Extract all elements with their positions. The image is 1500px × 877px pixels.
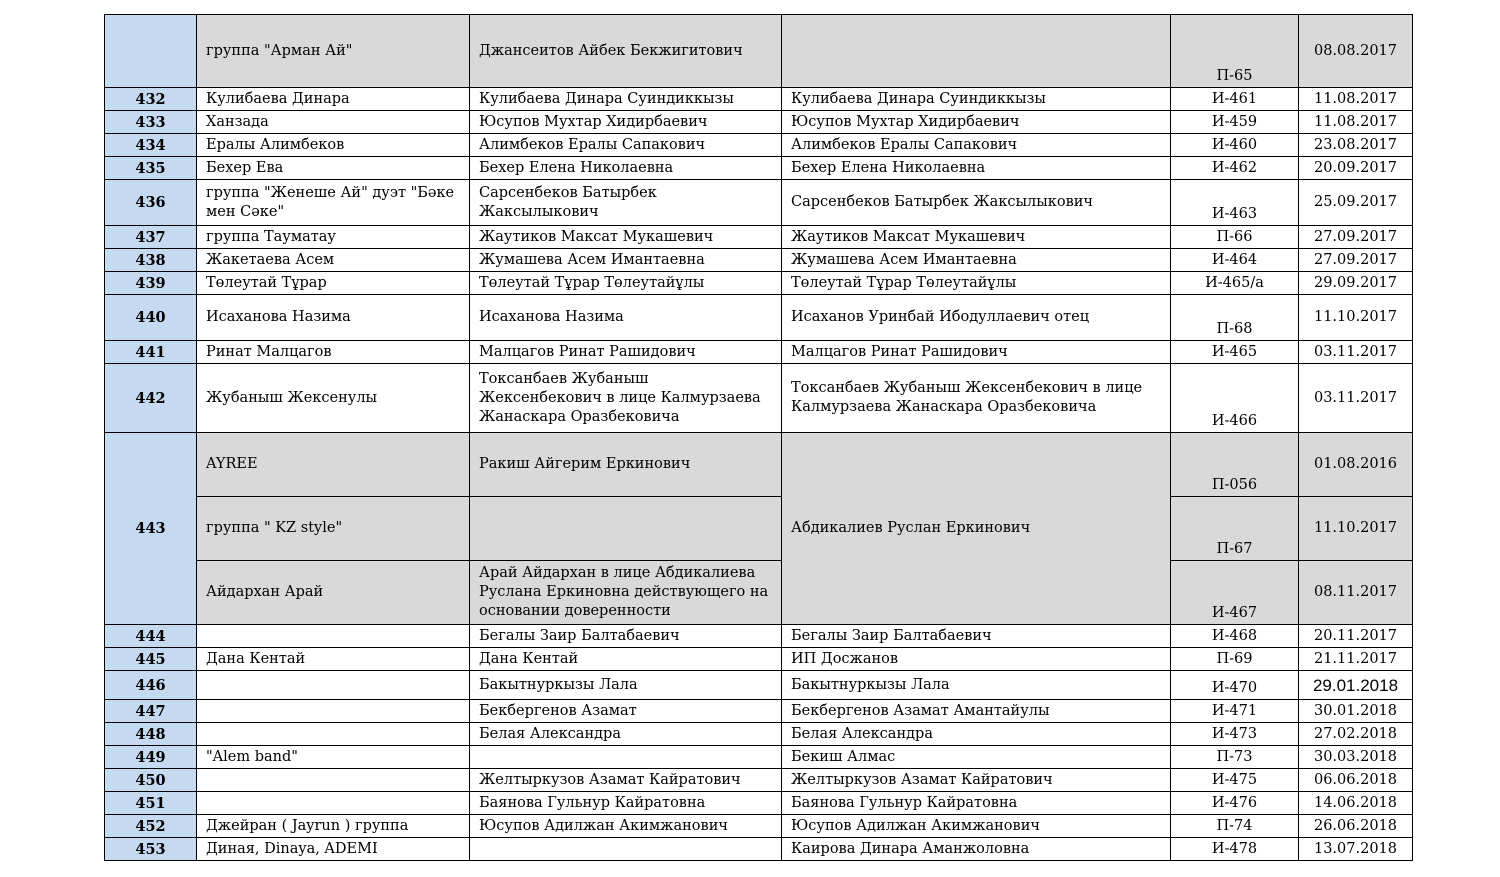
performer-name: группа "Арман Ай"	[197, 15, 470, 88]
registration-code: И-465	[1171, 341, 1299, 364]
rights-holder: Джансеитов Айбек Бекжигитович	[470, 15, 782, 88]
rights-holder: Бехер Елена Николаевна	[470, 157, 782, 180]
rights-holder: Бекбергенов Азамат	[470, 700, 782, 723]
performer-name: Бехер Ева	[197, 157, 470, 180]
performer-name: Ералы Алимбеков	[197, 134, 470, 157]
performer-name	[197, 625, 470, 648]
table-row	[105, 792, 1413, 815]
performer-name: Ринат Малцагов	[197, 341, 470, 364]
author-name: Жумашева Асем Имантаевна	[782, 249, 1171, 272]
row-number: 448	[105, 723, 197, 746]
row-number: 436	[105, 180, 197, 226]
table-row	[105, 625, 1413, 648]
row-number	[105, 15, 197, 88]
registration-date: 03.11.2017	[1299, 364, 1413, 433]
performer-name: AYREE	[197, 433, 470, 497]
performer-name	[197, 792, 470, 815]
rights-holder: Белая Александра	[470, 723, 782, 746]
registration-date: 06.06.2018	[1299, 769, 1413, 792]
registration-date: 14.06.2018	[1299, 792, 1413, 815]
registration-code: И-468	[1171, 625, 1299, 648]
performer-name	[197, 769, 470, 792]
performer-name	[197, 700, 470, 723]
performer-name: Дана Кентай	[197, 648, 470, 671]
registration-date: 11.08.2017	[1299, 111, 1413, 134]
author-name: Каирова Динара Аманжоловна	[782, 838, 1171, 861]
author-name: Малцагов Ринат Рашидович	[782, 341, 1171, 364]
author-name: Желтыркузов Азамат Кайратович	[782, 769, 1171, 792]
registry-table	[104, 14, 1413, 861]
registration-code: П-67	[1171, 497, 1299, 561]
table-row	[105, 272, 1413, 295]
table-row	[105, 561, 1413, 625]
registration-date: 21.11.2017	[1299, 648, 1413, 671]
table-row	[105, 180, 1413, 226]
performer-name: Ханзада	[197, 111, 470, 134]
performer-name: Исаханова Назима	[197, 295, 470, 341]
row-number: 438	[105, 249, 197, 272]
author-name: Бегалы Заир Балтабаевич	[782, 625, 1171, 648]
table-row	[105, 226, 1413, 249]
table-row	[105, 249, 1413, 272]
row-number: 451	[105, 792, 197, 815]
registration-date: 20.11.2017	[1299, 625, 1413, 648]
rights-holder: Желтыркузов Азамат Кайратович	[470, 769, 782, 792]
registration-date: 20.09.2017	[1299, 157, 1413, 180]
performer-name: Айдархан Арай	[197, 561, 470, 625]
rights-holder: Исаханова Назима	[470, 295, 782, 341]
registration-code: П-74	[1171, 815, 1299, 838]
author-name: Төлеутай Тұрар Төлеутайұлы	[782, 272, 1171, 295]
author-name: Исаханов Уринбай Ибодуллаевич отец	[782, 295, 1171, 341]
registration-code: И-459	[1171, 111, 1299, 134]
author-name: Баянова Гульнур Кайратовна	[782, 792, 1171, 815]
registration-code: П-68	[1171, 295, 1299, 341]
author-name: Бакытнуркызы Лала	[782, 671, 1171, 700]
registration-code: И-463	[1171, 180, 1299, 226]
rights-holder: Төлеутай Тұрар Төлеутайұлы	[470, 272, 782, 295]
registration-code: И-466	[1171, 364, 1299, 433]
rights-holder	[470, 497, 782, 561]
registration-code: И-460	[1171, 134, 1299, 157]
registration-code: И-461	[1171, 88, 1299, 111]
performer-name: Джейран ( Jayrun ) группа	[197, 815, 470, 838]
rights-holder: Баянова Гульнур Кайратовна	[470, 792, 782, 815]
table-row	[105, 700, 1413, 723]
rights-holder: Сарсенбеков Батырбек Жаксылыкович	[470, 180, 782, 226]
registration-code: П-65	[1171, 15, 1299, 88]
table-row	[105, 433, 1413, 497]
registration-code: И-462	[1171, 157, 1299, 180]
rights-holder: Арай Айдархан в лице Абдикалиева Руслана Еркиновна действующего на основании доверенности	[470, 561, 782, 625]
registration-date: 11.10.2017	[1299, 295, 1413, 341]
table-row	[105, 671, 1413, 700]
performer-name: группа Тауматау	[197, 226, 470, 249]
author-name: Белая Александра	[782, 723, 1171, 746]
table-row	[105, 88, 1413, 111]
row-number: 449	[105, 746, 197, 769]
rights-holder: Бакытнуркызы Лала	[470, 671, 782, 700]
registration-date: 11.08.2017	[1299, 88, 1413, 111]
registration-date: 27.09.2017	[1299, 226, 1413, 249]
table-row	[105, 364, 1413, 433]
performer-name: "Alem band"	[197, 746, 470, 769]
rights-holder: Бегалы Заир Балтабаевич	[470, 625, 782, 648]
author-name: Сарсенбеков Батырбек Жаксылыкович	[782, 180, 1171, 226]
registration-code: И-471	[1171, 700, 1299, 723]
row-number: 434	[105, 134, 197, 157]
performer-name: Диная, Dinaya, ADEMI	[197, 838, 470, 861]
table-row	[105, 341, 1413, 364]
performer-name: Жакетаева Асем	[197, 249, 470, 272]
table-row	[105, 723, 1413, 746]
registration-code: И-476	[1171, 792, 1299, 815]
author-name: Токсанбаев Жубаныш Жексенбекович в лице Калмурзаева Жанаскара Оразбековича	[782, 364, 1171, 433]
registration-code: П-056	[1171, 433, 1299, 497]
rights-holder: Алимбеков Ералы Сапакович	[470, 134, 782, 157]
registration-code: И-464	[1171, 249, 1299, 272]
table-row	[105, 815, 1413, 838]
rights-holder: Жумашева Асем Имантаевна	[470, 249, 782, 272]
registration-date: 29.01.2018	[1299, 671, 1413, 700]
rights-holder	[470, 746, 782, 769]
registration-date: 13.07.2018	[1299, 838, 1413, 861]
author-name: Кулибаева Динара Суиндиккызы	[782, 88, 1171, 111]
performer-name: группа "Женеше Ай" дуэт "Бәке мен Сәке"	[197, 180, 470, 226]
registration-code: П-73	[1171, 746, 1299, 769]
rights-holder: Токсанбаев Жубаныш Жексенбекович в лице Калмурзаева Жанаскара Оразбековича	[470, 364, 782, 433]
performer-name: группа " KZ style"	[197, 497, 470, 561]
author-name: Алимбеков Ералы Сапакович	[782, 134, 1171, 157]
row-number: 447	[105, 700, 197, 723]
author-name: Юсупов Мухтар Хидирбаевич	[782, 111, 1171, 134]
table-row	[105, 295, 1413, 341]
registration-date: 25.09.2017	[1299, 180, 1413, 226]
row-number: 446	[105, 671, 197, 700]
registration-date: 01.08.2016	[1299, 433, 1413, 497]
performer-name: Төлеутай Тұрар	[197, 272, 470, 295]
table-row	[105, 157, 1413, 180]
row-number: 437	[105, 226, 197, 249]
row-number: 450	[105, 769, 197, 792]
rights-holder: Малцагов Ринат Рашидович	[470, 341, 782, 364]
registration-date: 08.11.2017	[1299, 561, 1413, 625]
registration-date: 03.11.2017	[1299, 341, 1413, 364]
registration-code: И-473	[1171, 723, 1299, 746]
table-row	[105, 134, 1413, 157]
table-row	[105, 497, 1413, 561]
performer-name	[197, 723, 470, 746]
author-name: ИП Досжанов	[782, 648, 1171, 671]
row-number: 442	[105, 364, 197, 433]
row-number: 441	[105, 341, 197, 364]
performer-name: Кулибаева Динара	[197, 88, 470, 111]
registration-code: И-470	[1171, 671, 1299, 700]
row-number: 435	[105, 157, 197, 180]
registration-code: П-69	[1171, 648, 1299, 671]
rights-holder: Юсупов Мухтар Хидирбаевич	[470, 111, 782, 134]
row-number: 432	[105, 88, 197, 111]
table-row	[105, 111, 1413, 134]
rights-holder: Дана Кентай	[470, 648, 782, 671]
registration-date: 30.01.2018	[1299, 700, 1413, 723]
rights-holder: Юсупов Адилжан Акимжанович	[470, 815, 782, 838]
author-name: Бекиш Алмас	[782, 746, 1171, 769]
row-number: 433	[105, 111, 197, 134]
row-number: 452	[105, 815, 197, 838]
registration-code: П-66	[1171, 226, 1299, 249]
table-row	[105, 15, 1413, 88]
registration-date: 26.06.2018	[1299, 815, 1413, 838]
registration-date: 11.10.2017	[1299, 497, 1413, 561]
rights-holder	[470, 838, 782, 861]
row-number: 444	[105, 625, 197, 648]
performer-name: Жубаныш Жексенулы	[197, 364, 470, 433]
table-row	[105, 769, 1413, 792]
row-number: 440	[105, 295, 197, 341]
registration-date: 29.09.2017	[1299, 272, 1413, 295]
registration-code: И-478	[1171, 838, 1299, 861]
registration-date: 08.08.2017	[1299, 15, 1413, 88]
row-number: 443	[105, 433, 197, 625]
table-row	[105, 648, 1413, 671]
author-name: Юсупов Адилжан Акимжанович	[782, 815, 1171, 838]
table-row	[105, 746, 1413, 769]
row-number: 439	[105, 272, 197, 295]
author-name: Абдикалиев Руслан Еркинович	[782, 433, 1171, 625]
performer-name	[197, 671, 470, 700]
registration-date: 27.09.2017	[1299, 249, 1413, 272]
registration-code: И-467	[1171, 561, 1299, 625]
row-number: 445	[105, 648, 197, 671]
registration-date: 30.03.2018	[1299, 746, 1413, 769]
rights-holder: Жаутиков Максат Мукашевич	[470, 226, 782, 249]
registration-code: И-475	[1171, 769, 1299, 792]
author-name: Бехер Елена Николаевна	[782, 157, 1171, 180]
rights-holder: Ракиш Айгерим Еркинович	[470, 433, 782, 497]
registration-date: 23.08.2017	[1299, 134, 1413, 157]
author-name	[782, 15, 1171, 88]
registration-date: 27.02.2018	[1299, 723, 1413, 746]
rights-holder: Кулибаева Динара Суиндиккызы	[470, 88, 782, 111]
table-row	[105, 838, 1413, 861]
registration-code: И-465/а	[1171, 272, 1299, 295]
author-name: Бекбергенов Азамат Амантайулы	[782, 700, 1171, 723]
row-number: 453	[105, 838, 197, 861]
author-name: Жаутиков Максат Мукашевич	[782, 226, 1171, 249]
